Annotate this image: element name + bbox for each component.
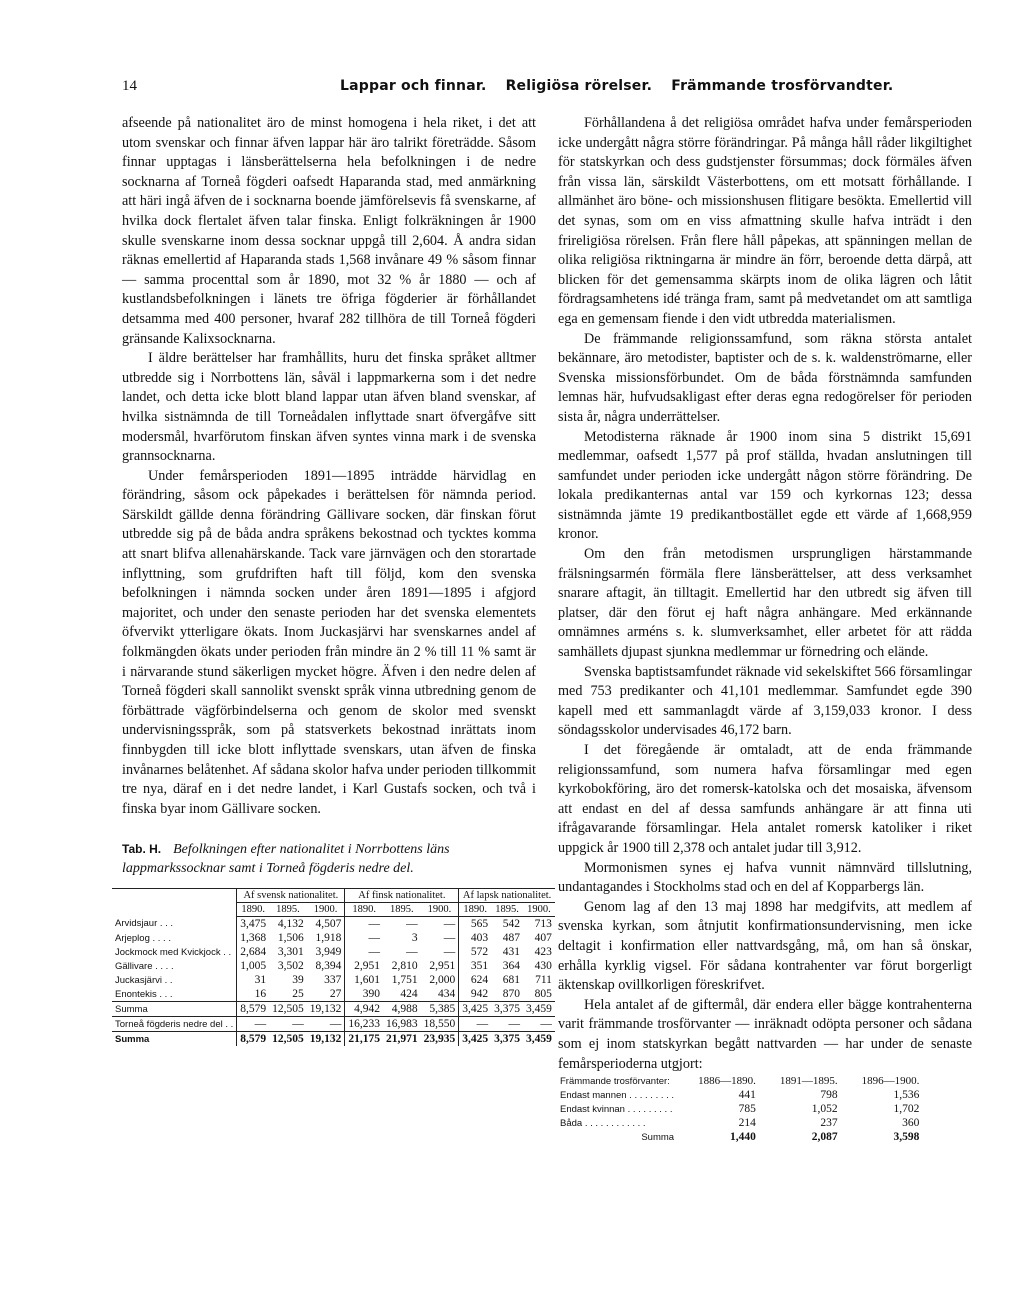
table-cell: 870 [502,988,521,1000]
table-corner [112,889,237,917]
table-cell: 423 [534,946,552,958]
row-label: Gällivare . . . . [115,960,174,972]
table-cell: 27 [329,988,342,1000]
table-cell: 4,942 [345,1002,383,1017]
table-cell: 2,810 [391,960,418,972]
table-cell: 713 [534,918,552,930]
table-cell: 407 [534,932,552,944]
table-label: Tab. H. [122,842,162,856]
table-cell: 487 [502,932,521,944]
paragraph: Metodisterna räknade år 1900 inom sina 5 distrikt 15,691 medlemmar, oafsedt 1,577 på prof ställda, hvadan anslutningen till samfundet under perioden icke undergått någon större förändring. De lokala predikanternas antal var 159 och kyrkornas 123; dessa sistnämnda jämte 19 predikantbostället egde ett värde af 1,668,959 kronor. [558,428,972,543]
year-header: 1895. [383,903,421,917]
year-header: 1895. [491,903,523,917]
table-cell: 16,983 [383,1017,421,1032]
table-cell: 3,301 [277,946,304,958]
table-cell: 12,505 [269,1032,307,1047]
table-cell: 1,702 [893,1103,920,1115]
table-cell: 441 [738,1089,756,1101]
small-table-row [560,1102,931,1116]
row-label: Arvidsjaur . . . [115,918,174,930]
table-cell: 25 [292,988,304,1000]
table-cell: 572 [459,945,491,959]
table-cell: 3,375 [491,1032,523,1047]
table-cell: 31 [237,973,269,987]
table-cell: — [443,932,456,944]
table-row [112,973,555,987]
table-cell: 21,971 [383,1032,421,1047]
running-head-part: Främmande trosförvandter. [671,78,894,94]
table-cell: 542 [502,918,521,930]
paragraph: Genom lag af den 13 maj 1898 har medgifvits, att medlem af svenska kyrkan, som åtnjutit konfirmationsundervisning, men icke deltagit i konfirmation eller nattvardsgång, må, om han så önskar, erhålla kyrklig vigsel. För sådana kontrahenter var förut borgerligt äktenskap ovillkorligen föreskrifvet. [558,898,972,994]
table-cell: 798 [820,1089,838,1101]
row-label: Summa [641,1131,675,1143]
table-cell: 430 [534,960,552,972]
paragraph: Svenska baptistsamfundet räknade vid sekelskiftet 566 församlingar med 753 predikanter och 41,101 medlemmar. Samfundet egde 390 kapell med ett sammanlagdt värde af 3,159,033 kronor. I dess söndagsskolor undervisades 46,172 barn. [558,663,972,739]
table-row [112,1032,555,1047]
paragraph: I det föregående är omtaladt, att de enda främmande religionssamfund, som numera hafva församlingar med egen kyrkobokföring, äro det romersk-katolska och det mosaiska, äfvensom att endast en del af dessa samfunds anhängare är att finna uti ifrågavarande församlingar. Hela antalet romersk katoliker i riket uppgick år 1900 till 2,378 och antalet judar till 3,912. [558,742,972,856]
table-cell: 18,550 [421,1017,459,1032]
table-row [112,1017,555,1032]
table-cell: 4,132 [277,918,304,930]
table-cell: 1,601 [345,973,383,987]
small-table-header: 1891—1895. [779,1075,838,1087]
table-cell: — [345,917,383,932]
table-cell: 424 [400,988,418,1000]
row-label: Båda . . . . . . . . . . . . [560,1117,646,1129]
table-cell: 3,459 [523,1002,555,1017]
year-header: 1895. [269,903,307,917]
running-head-part: Lappar och finnar. [340,78,487,94]
small-table-header: 1886—1890. [698,1075,756,1087]
table-cell: 3,502 [277,960,304,972]
table-cell: 8,579 [237,1032,269,1047]
table-title: Befolkningen efter nationalitet i Norrbottens läns lappmarkssocknar samt i Torneå fögderis nedre del. [122,842,450,876]
table-row [112,987,555,1002]
table-cell: 565 [459,917,491,932]
paragraph: Om den från metodismen ursprungligen härstammande frälsningsarmén förmäla flere länsberättelser, att dess verksamhet snarare aftagit, än tilltagit. Emellertid har den utbredt sig äfven till platser, där den förut ej haft några anhängare. Med erkännande omnämnes arméns s. k. slumverksamhet, eller arbetet för att rädda samhällets djupast sjunkna medlemmar ur förnedring och elände. [558,546,972,661]
nationality-table [112,888,555,1046]
table-cell: 1,368 [237,931,269,945]
paragraph: Hela antalet af de giftermål, där endera eller bägge kontrahenterna varit främmande trosförvanter — inräknadt odöpta personer och sådana som ej inom statskyrkan begått nattvarden — har under de senaste femårsperioderna utgjort: [558,996,972,1072]
table-cell: 351 [459,959,491,973]
running-head-part: Religiösa rörelser. [505,78,653,94]
paragraph: Mormonismen synes ej hafva vunnit nämnvärd tillslutning, undantagandes i Stockholms stad och en del af Kopparbergs län. [558,859,972,896]
table-body [112,917,555,1047]
table-cell: 2,951 [429,960,456,972]
table-cell: 4,988 [383,1002,421,1017]
table-cell: 681 [502,974,521,986]
year-header: 1890. [345,903,383,917]
table-cell: — [345,931,383,945]
table-cell: — [406,946,418,958]
table-cell: 2,087 [811,1131,838,1143]
table-cell: — [406,918,418,930]
table-cell: — [307,1017,345,1032]
year-header: 1890. [237,903,269,917]
small-table-body [560,1088,931,1144]
table-cell: 3,475 [237,917,269,932]
table-row [112,959,555,973]
group-header: Af finsk nationalitet. [345,889,459,903]
table-cell: 23,935 [421,1032,459,1047]
table-cell: 403 [459,931,491,945]
table-cell: 785 [738,1103,756,1115]
row-label: Juckasjärvi . . [115,974,173,986]
table-cell: 12,505 [269,1002,307,1017]
table-cell: 1,751 [391,974,418,986]
table-cell: 8,394 [315,960,342,972]
table-cell: 431 [502,946,521,958]
running-head [340,78,907,94]
right-column [558,114,972,1074]
year-header: 1890. [459,903,491,917]
table-cell: 1,918 [315,932,342,944]
table-cell: 1,052 [811,1103,838,1115]
table-cell: — [491,1017,523,1032]
table-cell: 8,579 [237,1002,269,1017]
row-label: Jockmock med Kvickjock . . [115,946,232,958]
row-label: Arjeplog . . . . [115,932,171,944]
table-cell: 360 [902,1117,920,1129]
table-cell: 214 [738,1117,756,1129]
year-header: 1900. [307,903,345,917]
table-cell: 21,175 [345,1032,383,1047]
table-cell: 39 [292,974,304,986]
table-cell: 19,132 [307,1032,345,1047]
paragraph: I äldre berättelser har framhållits, huru det finska språket alltmer utbredde sig i Norrbottens län, såväl i lappmarkerna som i det nedre landet, och detta icke blott bland lappar utan äfven bland svenskar, af hvilka sistnämnda de till Torneådalen inflyttade snart öfvergåfve sitt modersmål, hvarförutom finskan äfven syntes vinna mark i de svenska grannsocknarna. [122,350,536,465]
table-cell: 16,233 [345,1017,383,1032]
table-cell: 16 [237,987,269,1002]
table-cell: — [345,945,383,959]
small-table-header: 1896—1900. [861,1075,920,1087]
table-cell: 711 [535,974,552,986]
table-cell: 2,000 [429,974,456,986]
group-header: Af lapsk nationalitet. [459,889,555,903]
row-label: Endast kvinnan . . . . . . . . . [560,1103,673,1115]
table-cell: — [443,946,456,958]
table-cell: 805 [534,988,552,1000]
table-cell: 3,375 [491,1002,523,1017]
table-cell: 2,951 [345,959,383,973]
year-header: 1900. [523,903,555,917]
table-cell: 5,385 [421,1002,459,1017]
paragraph: De främmande religionssamfund, som räkna största antalet bekännare, äro metodister, baptister och de s. k. waldenströmarne, eller Svenska missionsförbundet. Om de båda förstnämnda samfunden lemnas här, hufvudsakligast efter deras egna redogörelser för perioden sista år, några underrättelser. [558,330,972,425]
row-label: Summa [112,1002,237,1017]
table-row [112,945,555,959]
table-cell: 1,536 [893,1089,920,1101]
small-table-row [560,1130,931,1144]
table-row [112,917,555,932]
page-number: 14 [122,78,137,94]
marriage-table [560,1074,931,1144]
small-table-header: Främmande trosförvanter: [560,1075,670,1087]
table-cell: 1,440 [729,1131,756,1143]
left-column [122,114,536,819]
row-label: Endast mannen . . . . . . . . . [560,1089,675,1101]
table-cell: 3,425 [459,1032,491,1047]
table-cell: 4,507 [315,918,342,930]
table-row [112,1002,555,1017]
table-cell: 624 [459,973,491,987]
table-cell: 19,132 [307,1002,345,1017]
year-header: 1900. [421,903,459,917]
group-header: Af svensk nationalitet. [237,889,345,903]
table-cell: — [443,918,456,930]
table-cell: — [237,1017,269,1032]
table-cell: — [459,1017,491,1032]
table-cell: 3,459 [523,1032,555,1047]
table-cell: 364 [502,960,521,972]
table-cell: 2,684 [237,945,269,959]
table-cell: 237 [820,1117,838,1129]
table-cell: 3,425 [459,1002,491,1017]
row-label: Enontekis . . . [115,988,173,1000]
small-table-row [560,1088,931,1102]
table-cell: 3,949 [315,946,342,958]
paragraph: afseende på nationalitet äro de minst homogena i hela riket, i det att utom svenskar och finnar äfven lappar här äro talrikt företrädde. Såsom finnar upptagas i länsberättelserna hela befolkningen i de nedre socknarna af Torneå fögderi oafsedt Haparanda stad, med anmärkning att häri ingå äfven de i socknarna boende jämförelsevis få svenskarne, af hvilka dock flertalet äfven talar finska. Enligt folkräkningen år 1900 skulle svenskarne inom dessa socknar uppgå till 2,604. Å andra sidan räknas emellertid af Haparanda stads 1,568 invånare 49 % såsom finnar — samma procenttal som år 1890, mot 32 % år 1880 — och af kustlandsbefolkningen i länets tre öfriga fögderier är förhållandet detsamma med 400 personer, hvaraf 282 tillhöra de till Torneå fögderi gränsande Kalixsocknarna. [122,115,536,347]
table-cell: 434 [438,988,456,1000]
table-cell: 1,506 [277,932,304,944]
small-table-row [560,1116,931,1130]
table-cell: 1,005 [237,959,269,973]
table-cell: 337 [324,974,342,986]
paragraph: Under femårsperioden 1891—1895 inträdde härvidlag en förändring, såsom ock påpekades i berättelsen för nämnda period. Särskildt gällde denna förändring Gällivare socken, där finskan förut utbredde sig på de båda andra språkens bekostnad och tycktes komma att snart blifva allenahärskande. Tack vare järnvägen och den storartade inflyttning, som grufdriften haft till följd, kom den svenska befolkningen i nämnda socken under åren 1891—1895 i afgjord majoritet, och under den senaste perioden har det svenska elementets öfvervikt ytterligare ökats. Inom Juckasjärvi har svenskarnes andel af folkmängden ökats under perioden från mindre än 2 % till 11 % samt är i närvarande stund säkerligen mycket högre. Äfven i den nedre delen af Torneå fögderi skall sannolikt svenskt språk vinna utbredning genom de förbättrade vägförbindelserna och genom de skolor med svenskt undervisningsspråk, som på statsverkets bekostnad inrättats inom finnbygden till icke blott inflyttade svenskars, utan äfven de finska invånarnes belåtenhet. Af sådana skolor hafva under perioden tillkommit tre nya, däraf en i det nedre landet, i Karl Gustafs socken, och två i finska byar inom Gällivare socken. [122,467,536,817]
row-label: Summa [112,1032,237,1047]
table-cell: 942 [459,987,491,1002]
table-cell: — [523,1017,555,1032]
table-caption [122,840,538,878]
table-cell: 390 [345,987,383,1002]
table-row [112,931,555,945]
table-cell: 3,598 [893,1131,920,1143]
paragraph: Förhållandena å det religiösa området hafva under femårsperioden icke undergått några större förändringar. På många håll råder likgiltighet för statskyrkan och dess gudstjenster försummas; dock förmäles äfven från vissa län, särskildt Västerbottens, om ett motsatt förhållande. I allmänhet äro böne- och missionshusen flitigare besökta. Emellertid vill det synas, som om en viss afmattning skulle hafva inträdt i den frireligiösa rörelsen. Från flere håll påpekas, att spänningen mellan de olika religiösa riktningarna är mindre än förr, beroende detta därpå, att blicken för det gemensamma skärpts inom de olika lägren och låtit fördragsamhetens idé tränga fram, samt på medvetandet om att samtliga ega en gemensam fiende i den vidt utbredda materialismen. [558,115,972,327]
table-cell: — [269,1017,307,1032]
table-cell: 3 [411,932,418,944]
row-label: Torneå fögderis nedre del . . [112,1017,237,1032]
